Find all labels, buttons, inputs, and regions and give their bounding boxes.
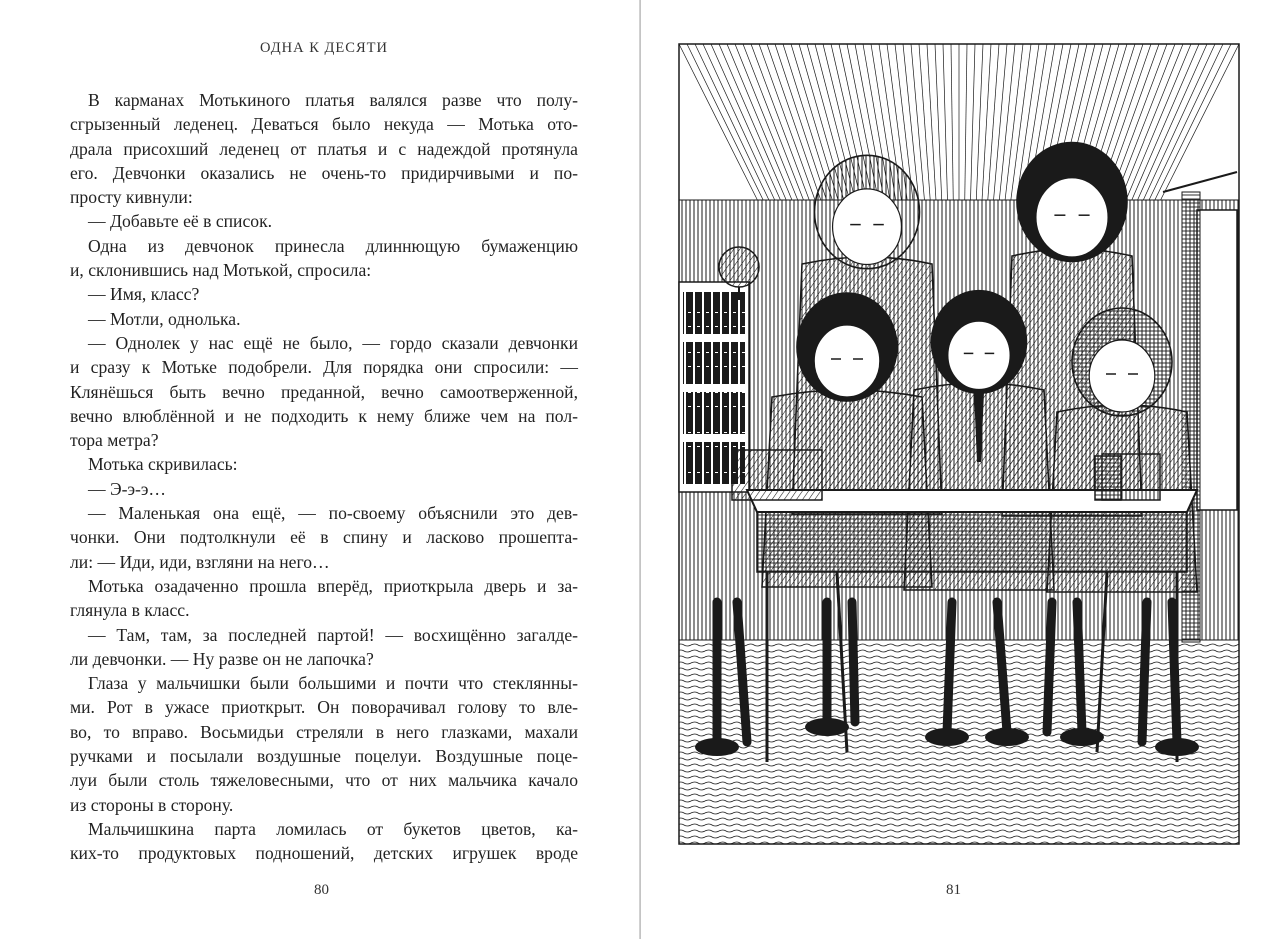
shoe [1060, 728, 1104, 746]
body-text [70, 88, 578, 866]
text-line: — Однолек у нас ещё не было, — гордо сказали девчонки [88, 332, 578, 353]
shoe [925, 728, 969, 746]
text-line: Мотька скривилась: [88, 454, 238, 475]
book-row [683, 292, 745, 334]
text-line: просту кивнули: [70, 187, 193, 208]
text-line: вечно влюблённой и не подходить к нему ближе чем на пол- [70, 405, 578, 426]
cup [1095, 456, 1121, 500]
text-line: ких-то продуктовых подношений, детских игрушек вроде [70, 843, 578, 864]
right-page [641, 0, 1280, 939]
shoe [1155, 738, 1199, 756]
text-line: ми. Рот в ужасе приоткрыт. Он поворачивал голову то вле- [70, 697, 578, 718]
leg [1142, 602, 1147, 742]
text-line: Одна из девчонок принесла длиннющую бумаженцию [88, 235, 578, 256]
text-line: Мальчишкина парта ломилась от букетов цветов, ка- [88, 818, 578, 839]
book-row [683, 342, 745, 384]
leg [1077, 602, 1082, 732]
shoe [695, 738, 739, 756]
text-line: чонки. Они подтолкнули её в спину и ласково прошепта- [70, 527, 578, 548]
globe [719, 247, 759, 287]
text-line: ли: — Иди, иди, взгляни на него… [70, 551, 330, 572]
text-line: — Добавьте её в список. [88, 211, 273, 232]
girl-bob-face [814, 325, 880, 397]
text-line: — Маленькая она ещё, — по-своему объяснили это дев- [88, 503, 578, 524]
text-line: Клянёшься быть вечно преданной, вечно самоотверженной, [70, 381, 578, 402]
leg [947, 602, 952, 732]
text-line: во, то вправо. Восьмидьи стреляли в него глазками, махали [70, 721, 578, 742]
text-line: — Мотли, однолька. [88, 308, 241, 329]
leg [852, 602, 855, 722]
text-line: из стороны в сторону. [70, 794, 234, 815]
boy-face [948, 321, 1010, 389]
text-line: ручками и посылали воздушные поцелуи. Воздушные поце- [70, 746, 578, 767]
girl-short-face [1089, 340, 1155, 412]
text-line: — Там, там, за последней партой! — восхищённо загалде- [88, 624, 578, 645]
text-line: — Э-э-э… [88, 478, 167, 499]
girl-light-hair-face [833, 189, 902, 265]
text-line: и сразу к Мотьке подобрели. Для порядка они спросили: — [70, 357, 578, 378]
window [1197, 210, 1237, 510]
text-line: ли девчонки. — Ну разве он не лапочка? [70, 648, 374, 669]
running-head: ОДНА К ДЕСЯТИ [260, 40, 388, 56]
desk-front [757, 512, 1187, 572]
page-number-left: 80 [314, 882, 329, 898]
page-number-right: 81 [946, 882, 961, 898]
text-line: тора метра? [70, 430, 159, 451]
illustration [677, 42, 1241, 847]
shoe [985, 728, 1029, 746]
leg [1172, 602, 1177, 742]
book-row [683, 392, 745, 434]
text-line: драла присохший леденец от платья и с надеждой протянула [70, 138, 578, 159]
girl-dark-hair-face [1036, 178, 1108, 257]
text-line: — Имя, класс? [88, 284, 200, 305]
text-line: сгрызенный леденец. Деваться было некуда — Мотька ото- [70, 114, 578, 135]
text-line: и, склонившись над Мотькой, спросила: [70, 260, 372, 281]
text-line: В карманах Мотькиного платья валялся разве что полу- [88, 90, 578, 110]
text-line: его. Девчонки оказались не очень-то придирчивыми и по- [70, 162, 578, 183]
gift-box [732, 450, 822, 500]
text-line: Мотька озадаченно прошла вперёд, приоткрыла дверь и за- [88, 575, 578, 596]
text-line: Глаза у мальчишки были большими и почти что стеклянны- [88, 673, 578, 694]
shoe [805, 718, 849, 736]
text-line: глянула в класс. [70, 600, 190, 621]
text-line: луи были столь тяжеловесными, что от них мальчика качало [70, 770, 578, 791]
leg [1047, 602, 1052, 732]
